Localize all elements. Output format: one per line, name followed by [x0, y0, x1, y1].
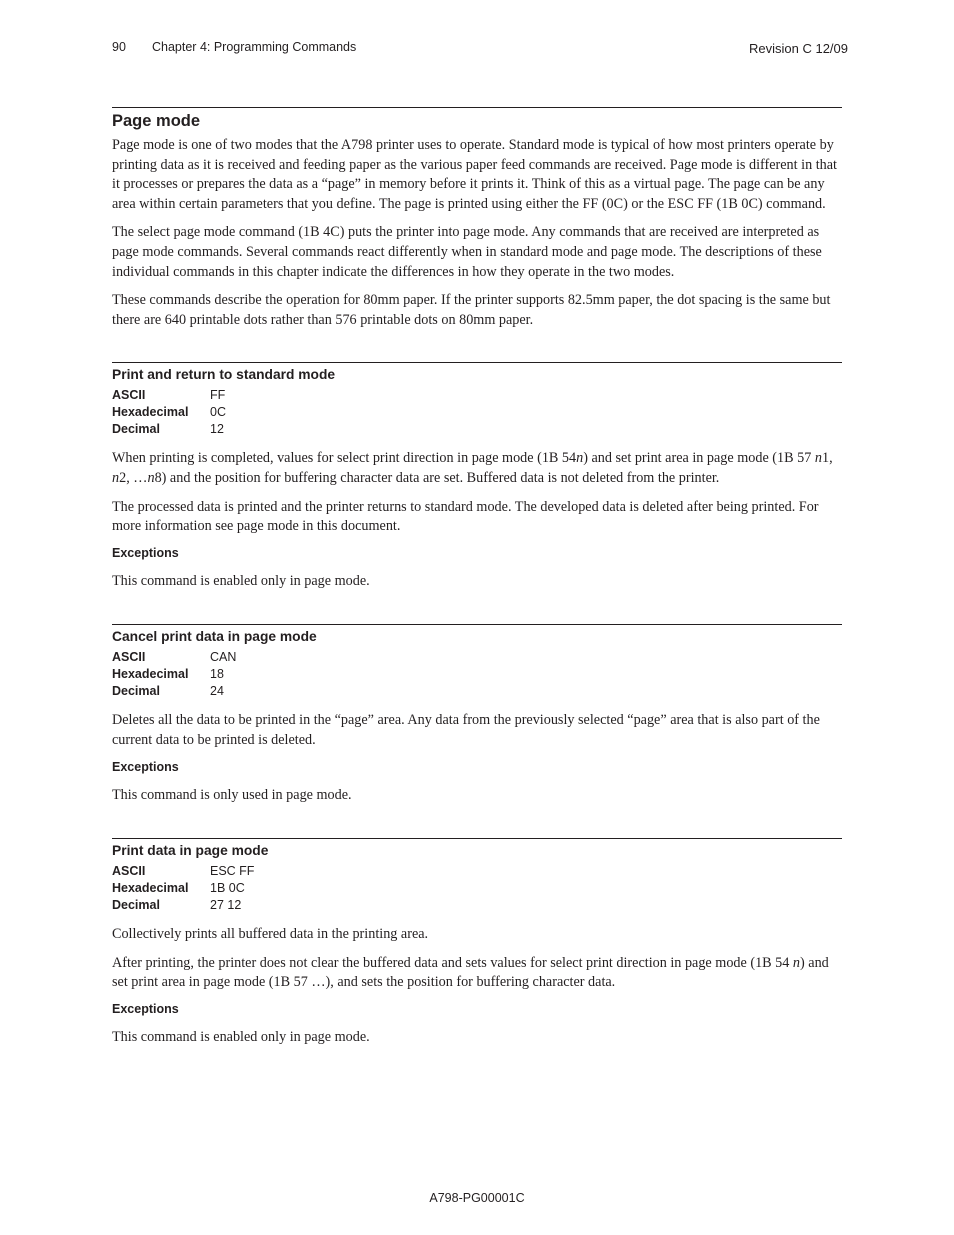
hex-label: Hexadecimal [112, 405, 189, 420]
hex-value: 0C [210, 405, 226, 420]
paragraph: The processed data is printed and the printer returns to standard mode. The developed data is deleted after being printed. For more information see page mode in this document. [112, 498, 819, 535]
command-codes [112, 863, 842, 914]
ascii-label: ASCII [112, 650, 146, 665]
exception-text: This command is enabled only in page mode. [112, 572, 370, 589]
decimal-label: Decimal [112, 422, 160, 437]
decimal-value: 24 [210, 684, 224, 699]
exception-text: This command is enabled only in page mode. [112, 1028, 370, 1045]
section-divider [112, 107, 842, 108]
paragraph: Deletes all the data to be printed in the “page” area. Any data from the previously selected “page” area that is also part of the current data to be printed is deleted. [112, 712, 820, 748]
paragraph: Page mode is one of two modes that the A798 printer uses to operate. Standard mode is typical of how most printers operate by printing data as it is received and feeding paper as the various paper feed commands are received. Page mode is different in that it processes or prepares the data as a “page” in memory before it prints it. Think of this as a virtual page. The page can be any area within certain parameters that you define. The page is printed using either the FF (0C) or the ESC FF (1B 0C) command. [112, 137, 837, 212]
page-number: 90 [112, 40, 126, 54]
chapter-title: Chapter 4: Programming Commands [152, 40, 357, 54]
section-divider [112, 362, 842, 363]
ascii-label: ASCII [112, 864, 146, 879]
footer-doc-id: A798-PG00001C [429, 1191, 525, 1205]
command-title: Print and return to standard mode [112, 367, 336, 383]
exceptions-heading: Exceptions [112, 759, 179, 774]
command-title: Print data in page mode [112, 843, 269, 859]
hex-value: 1B 0C [210, 881, 245, 896]
exception-text: This command is only used in page mode. [112, 786, 352, 803]
section-divider [112, 838, 842, 839]
paragraph: These commands describe the operation for 80mm paper. If the printer supports 82.5mm paper, the dot spacing is the same but there are 640 printable dots rather than 576 printable dots on 80mm paper. [112, 292, 831, 328]
command-codes [112, 387, 842, 438]
decimal-label: Decimal [112, 898, 160, 913]
decimal-value: 12 [210, 422, 224, 437]
paragraph: The select page mode command (1B 4C) puts the printer into page mode. Any commands that are received are interpreted as page mode commands. Several commands react differently when in standard mode and page mode. The descriptions of these individual commands in this chapter indicate the differences in how they operate in the two modes. [112, 224, 822, 280]
ascii-value: ESC FF [210, 864, 255, 879]
paragraph: After printing, the printer does not clear the buffered data and sets values for select print direction in page mode (1B 54 n) and set print area in page mode (1B 57 …), and sets the position for buffering character data. [112, 954, 829, 991]
hex-label: Hexadecimal [112, 667, 189, 682]
decimal-label: Decimal [112, 684, 160, 699]
hex-value: 18 [210, 667, 224, 682]
exceptions-heading: Exceptions [112, 1001, 179, 1016]
running-header [112, 40, 356, 54]
section-divider [112, 624, 842, 625]
exceptions-heading: Exceptions [112, 545, 179, 560]
hex-label: Hexadecimal [112, 881, 189, 896]
command-codes [112, 649, 842, 700]
ascii-label: ASCII [112, 388, 146, 403]
decimal-value: 27 12 [210, 898, 242, 913]
paragraph: Collectively prints all buffered data in the printing area. [112, 926, 429, 943]
section-title: Page mode [112, 112, 201, 130]
paragraph: When printing is completed, values for select print direction in page mode (1B 54n) and set print area in page mode (1B 57 n1, n2, …n8) and the position for buffering character data are set. Buffered data is not deleted from the printer. [112, 450, 833, 486]
revision-label: Revision C 12/09 [749, 41, 848, 56]
command-title: Cancel print data in page mode [112, 629, 317, 645]
ascii-value: FF [210, 388, 226, 403]
ascii-value: CAN [210, 650, 237, 665]
page-content [112, 107, 842, 1056]
